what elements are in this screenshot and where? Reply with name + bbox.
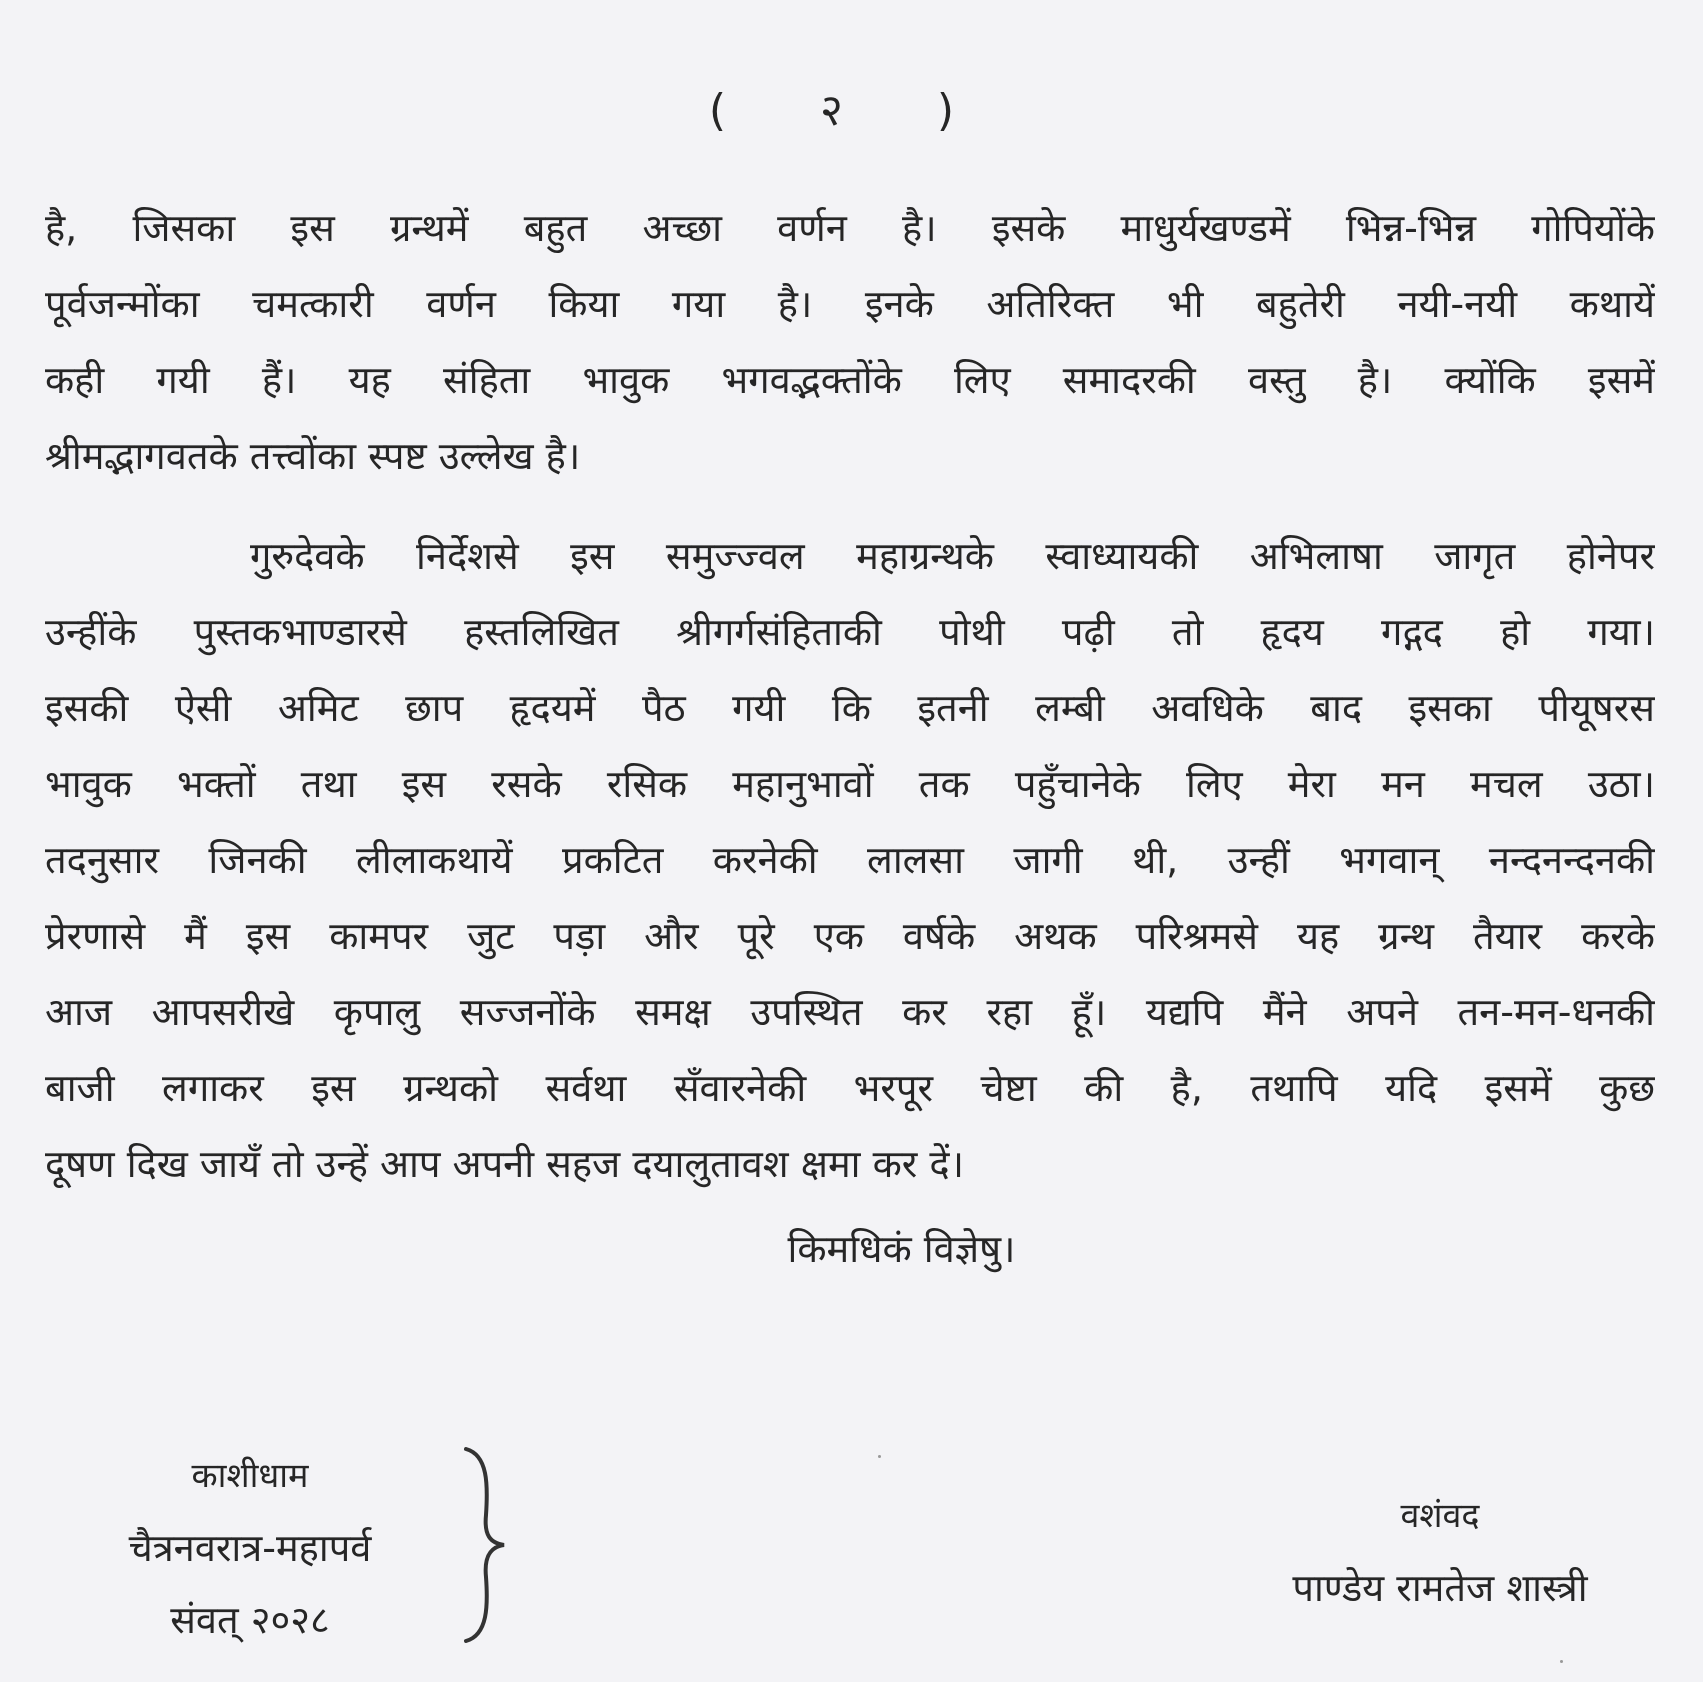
paragraph-line: उन्हींके पुस्तकभाण्डारसे हस्तलिखित श्रीगर्गसंहिताकी पोथी पढ़ी तो हृदय गद्गद हो गया। <box>45 610 1655 654</box>
closing-phrase: किमधिकं विज्ञेषु। <box>787 1227 1016 1271</box>
paragraph-line: पूर्वजन्मोंका चमत्कारी वर्णन किया गया है। इनके अतिरिक्त भी बहुतेरी नयी-नयी कथायें <box>45 282 1655 326</box>
paragraph-line: है, जिसका इस ग्रन्थमें बहुत अच्छा वर्णन है। इसके माधुर्यखण्डमें भिन्न-भिन्न गोपियोंके <box>45 206 1655 250</box>
paper-speck <box>1560 1660 1563 1663</box>
salutation: वशंवद <box>1400 1496 1480 1536</box>
paragraph-line: गुरुदेवके निर्देशसे इस समुज्ज्वल महाग्रन्थके स्वाध्यायकी अभिलाषा जागृत होनेपर <box>250 534 1655 578</box>
paragraph-line: इसकी ऐसी अमिट छाप हृदयमें पैठ गयी कि इतनी लम्बी अवधिके बाद इसका पीयूषरस <box>45 686 1655 730</box>
paragraph-line: बाजी लगाकर इस ग्रन्थको सर्वथा सँवारनेकी भरपूर चेष्टा की है, तथापि यदि इसमें कुछ <box>45 1066 1655 1110</box>
paragraph-line: आज आपसरीखे कृपालु सज्जनोंके समक्ष उपस्थित कर रहा हूँ। यद्यपि मैंने अपने तन-मन-धनकी <box>45 990 1655 1034</box>
paragraph-line: भावुक भक्तों तथा इस रसके रसिक महानुभावों तक पहुँचानेके लिए मेरा मन मचल उठा। <box>45 762 1655 806</box>
paper-speck <box>878 1455 881 1458</box>
author-name: पाण्डेय रामतेज शास्त्री <box>1292 1566 1588 1610</box>
paragraph-line: कही गयी हैं। यह संहिता भावुक भगवद्भक्तोंके लिए समादरकी वस्तु है। क्योंकि इसमें <box>45 358 1655 402</box>
paragraph-line: प्रेरणासे मैं इस कामपर जुट पड़ा और पूरे एक वर्षके अथक परिश्रमसे यह ग्रन्थ तैयार करके <box>45 914 1655 958</box>
page-number: ( २ ) <box>708 85 995 136</box>
paragraph-1 <box>45 190 1655 494</box>
paragraph-2 <box>45 518 1655 1202</box>
occasion: चैत्रनवरात्र-महापर्व <box>128 1526 372 1570</box>
curly-brace-icon <box>458 1445 518 1645</box>
place-date-block <box>80 1440 420 1656</box>
year: संवत् २०२८ <box>170 1598 330 1642</box>
paragraph-line: दूषण दिख जायँ तो उन्हें आप अपनी सहज दयालुतावश क्षमा कर दें। <box>45 1142 964 1186</box>
paragraph-line: तदनुसार जिनकी लीलाकथायें प्रकटित करनेकी लालसा जागी थी, उन्हीं भगवान् नन्दनन्दनकी <box>45 838 1655 882</box>
signature-block <box>1225 1480 1655 1624</box>
place-name: काशीधाम <box>191 1456 309 1496</box>
paragraph-line: श्रीमद्भागवतके तत्त्वोंका स्पष्ट उल्लेख है। <box>45 434 581 478</box>
